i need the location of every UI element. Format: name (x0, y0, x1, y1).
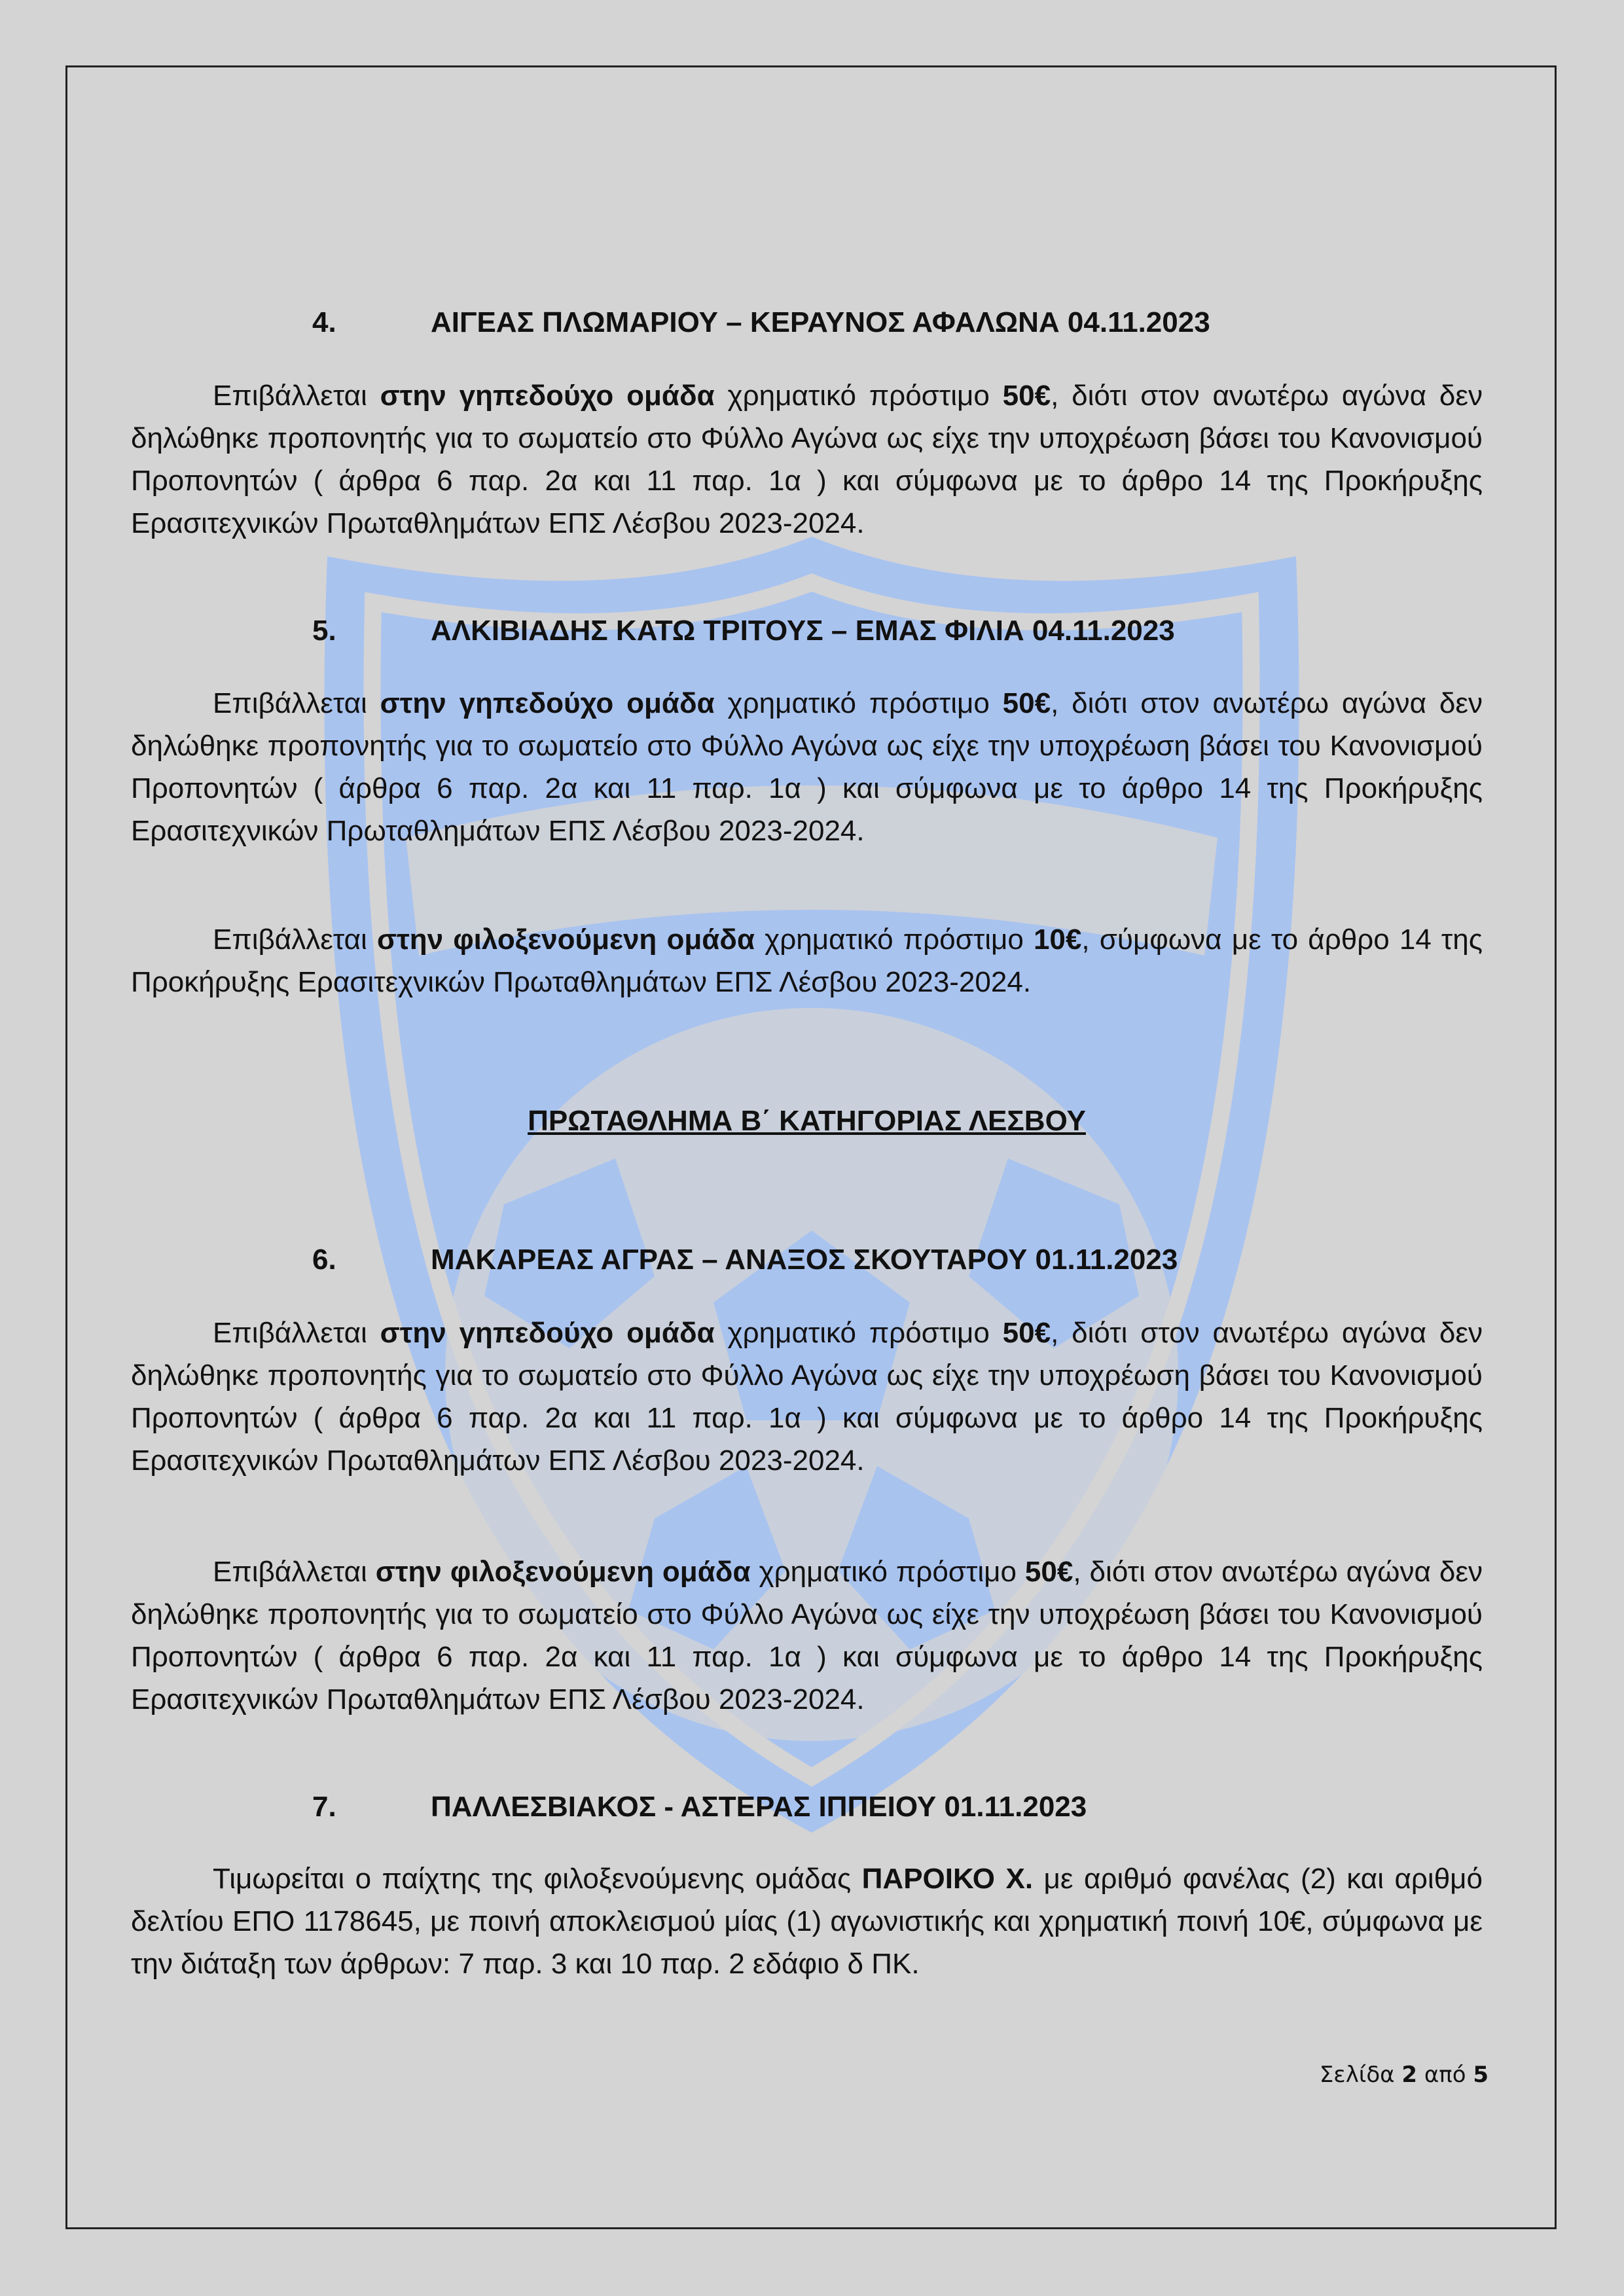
penalty-paragraph: Επιβάλλεται στην γηπεδούχο ομάδα χρηματικό πρόστιμο 50€, διότι στον ανωτέρω αγώνα δεν δηλώθηκε προπονητής για το σωματείο στο Φύλλο Αγώνα ως είχε την υποχρέωση βάσει του Κανονισμού Προπονητών ( άρθρα 6 παρ. 2α και 11 παρ. 1α ) και σύμφωνα με το άρθρο 14 της Προκήρυξης Ερασιτεχνικών Πρωταθλημάτων ΕΠΣ Λέσβου 2023-2024. (131, 380, 1483, 539)
penalty-paragraph: Επιβάλλεται στην γηπεδούχο ομάδα χρηματικό πρόστιμο 50€, διότι στον ανωτέρω αγώνα δεν δηλώθηκε προπονητής για το σωματείο στο Φύλλο Αγώνα ως είχε την υποχρέωση βάσει του Κανονισμού Προπονητών ( άρθρα 6 παρ. 2α και 11 παρ. 1α ) και σύμφωνα με το άρθρο 14 της Προκήρυξης Ερασιτεχνικών Πρωταθλημάτων ΕΠΣ Λέσβου 2023-2024. (131, 1317, 1483, 1477)
penalty-paragraph: Επιβάλλεται στην φιλοξενούμενη ομάδα χρηματικό πρόστιμο 10€, σύμφωνα με το άρθρο 14 της Προκήρυξης Ερασιτεχνικών Πρωταθλημάτων ΕΠΣ Λέσβου 2023-2024. (131, 924, 1483, 998)
match-number: 6. (312, 1244, 336, 1276)
match-number: 4. (312, 306, 336, 338)
match-title: ΜΑΚΑΡΕΑΣ ΑΓΡΑΣ – ΑΝΑΞΟΣ ΣΚΟΥΤΑΡΟΥ 01.11.2023 (431, 1244, 1178, 1276)
match-title: ΑΙΓΕΑΣ ΠΛΩΜΑΡΙΟΥ – ΚΕΡΑΥΝΟΣ ΑΦΑΛΩΝΑ 04.11.2023 (431, 306, 1210, 338)
match-title: ΠΑΛΛΕΣΒΙΑΚΟΣ - ΑΣΤΕΡΑΣ ΙΠΠΕΙΟΥ 01.11.2023 (431, 1791, 1087, 1823)
penalty-paragraph: Επιβάλλεται στην φιλοξενούμενη ομάδα χρηματικό πρόστιμο 50€, διότι στον ανωτέρω αγώνα δεν δηλώθηκε προπονητής για το σωματείο στο Φύλλο Αγώνα ως είχε την υποχρέωση βάσει του Κανονισμού Προπονητών ( άρθρα 6 παρ. 2α και 11 παρ. 1α ) και σύμφωνα με το άρθρο 14 της Προκήρυξης Ερασιτεχνικών Πρωταθλημάτων ΕΠΣ Λέσβου 2023-2024. (131, 1556, 1483, 1715)
match-number: 5. (312, 615, 336, 647)
penalty-paragraph: Επιβάλλεται στην γηπεδούχο ομάδα χρηματικό πρόστιμο 50€, διότι στον ανωτέρω αγώνα δεν δηλώθηκε προπονητής για το σωματείο στο Φύλλο Αγώνα ως είχε την υποχρέωση βάσει του Κανονισμού Προπονητών ( άρθρα 6 παρ. 2α και 11 παρ. 1α ) και σύμφωνα με το άρθρο 14 της Προκήρυξης Ερασιτεχνικών Πρωταθλημάτων ΕΠΣ Λέσβου 2023-2024. (131, 687, 1483, 847)
page-number: Σελίδα 2 από 5 (1319, 2062, 1489, 2088)
section-title: ΠΡΩΤΑΘΛΗΜΑ Β΄ ΚΑΤΗΓΟΡΙΑΣ ΛΕΣΒΟΥ (528, 1105, 1086, 1137)
penalty-paragraph: Τιμωρείται ο παίχτης της φιλοξενούμενης ομάδας ΠΑΡΟΙΚΟ Χ. με αριθμό φανέλας (2) και αριθμό δελτίου ΕΠΟ 1178645, με ποινή αποκλεισμού μίας (1) αγωνιστικής και χρηματική ποινή 10€, σύμφωνα με την διάταξη των άρθρων: 7 παρ. 3 και 10 παρ. 2 εδάφιο δ ΠΚ. (131, 1863, 1483, 1980)
match-number: 7. (312, 1791, 336, 1823)
match-title: ΑΛΚΙΒΙΑΔΗΣ ΚΑΤΩ ΤΡΙΤΟΥΣ – ΕΜΑΣ ΦΙΛΙΑ 04.11.2023 (431, 615, 1175, 647)
